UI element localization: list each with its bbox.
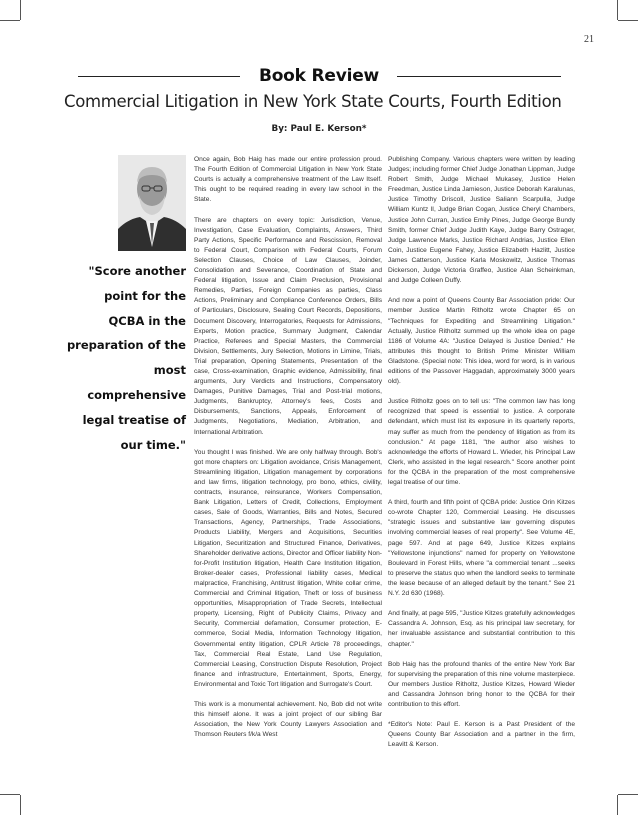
editors-note: *Editor's Note: Paul E. Kerson is a Past President of the Queens County Bar Association and a partner in the firm, Leavitt & Kerson. xyxy=(388,721,575,749)
paragraph: Bob Haig has the profound thanks of the entire New York Bar for supervising the preparation of this nine volume masterpiece. Our members Justice Ritholtz, Justice Kitzes, Howard Wieder and Cassandra Johnson bring honor to the QCBA for their contribution to this effort. xyxy=(388,660,575,709)
paragraph: There are chapters on every topic: Jurisdiction, Venue, Investigation, Case Evaluation, Complaints, Answers, Third Party Actions, Specific Performance and Rescission, Removal to Federal Court, Comparison with Federal Courts, Forum Selection Clauses, Choice of Law Clauses, Joinder, Consolidation and Severance, Coordination of State and Federal litigation, Issue and Claim Preclusion, Provisional Remedies, Parties, Foreign Companies as parties, Class Actions, Preliminary and Compliance Conference Orders, Bills of Particulars, Disclosure, Sealing Court Records, Depositions, Document Discovery, Interrogatories, Requests for Admissions, Experts, Motion practice, Summary Judgment, Calendar Practice, Referees and Special Masters, the Commercial Division, Settlements, Jury Selection, Motions in Limine, Trials, Trial preparation, Opening Statements, Presentation of the case, Cross-examination, Graphic evidence, Admissibility, final arguments, Jury Verdicts and Instructions, Compensatory Damages, Punitive Damages, Trial and Post-trial motions, Judgments, Bankruptcy, Attorney's fees, Costs and Disbursements, Sanctions, Appeals, Enforcement of Judgments, Negotiations, Mediation, Arbitration, and International Arbitration. xyxy=(194,216,382,436)
crop-mark xyxy=(20,795,21,815)
byline: By: Paul E. Kerson* xyxy=(271,124,367,134)
author-portrait-icon xyxy=(118,155,186,251)
crop-mark xyxy=(617,0,618,20)
paragraph: This work is a monumental achievement. No, Bob did not write this himself alone. It was a joint project of our sibling Bar Association, the New York County Lawyers Association and Thomson Reuters f/k/a West xyxy=(194,701,382,739)
crop-mark xyxy=(0,20,20,21)
article-column-2 xyxy=(388,155,575,761)
article-column-1 xyxy=(194,155,382,751)
paragraph: Justice Ritholtz goes on to tell us: "The common law has long recognized that speed is essential to justice. A corporate defendant, which must list its exposure in its quarterly reports, may suffer as much from the pendency of litigation as from its conclusion." At page 1181, "the author also wishes to acknowledge the efforts of Howard L. Wieder, his Principal Law Clerk, who assisted in the legal research." Score another point for the QCBA in the preparation of the most comprehensive legal treatise of our time. xyxy=(388,398,575,486)
paragraph: A third, fourth and fifth point of QCBA pride: Justice Orin Kitzes co-wrote Chapter 120, Commercial Leasing. He discusses "strategic issues and substantive law governing disputes involving commercial leases of real property". See Volume 4E, page 597. And at page 649, Justice Kitzes explains "Yellowstone injunctions" named for property on Yellowstone Boulevard in Forest Hills, where "a commercial tenant ...seeks to preserve the status quo when the landlord seeks to terminate the lease because of an alleged default by the tenant." See 21 N.Y. 2d 630 (1968). xyxy=(388,499,575,598)
author-photo xyxy=(118,155,186,251)
crop-mark xyxy=(617,795,618,815)
paragraph: And finally, at page 595, "Justice Kitzes gratefully acknowledges Cassandra A. Johnson, Esq. as his principal law secretary, for her invaluable assistance and substantial contribution to this chapter." xyxy=(388,610,575,648)
paragraph: Publishing Company. Various chapters were written by leading Judges; including former Chief Judge Jonathan Lippman, Judge Robert Smith, Judge Michael Mukasey, Justice Helen Freedman, Justice Linda Jamieson, Justice Deborah Karalunas, Justice Timothy Driscoll, Justice Saliann Scarpulla, Judge William Kuntz II, Judge Brian Cogan, Justice Cheryl Chambers, Justice John Curran, Justice Emily Pines, Judge George Bundy Smith, former Chief Judge Judith Kaye, Judge Barry Ostrager, Judge Lawrence Marks, Justice Richard Andrias, Justice Ellen Coin, Justice Eugene Fahey, Justice Elizabeth Hazlitt, Justice James Catterson, Justice Karla Moskowitz, Justice Thomas Dickerson, Judge Victoria Graffeo, Justice Alan Scheinkman, and Judge Colleen Duffy. xyxy=(388,156,575,285)
crop-mark xyxy=(20,0,21,20)
crop-mark xyxy=(618,794,638,795)
page-number: 21 xyxy=(584,34,594,45)
section-title: Book Review xyxy=(258,66,380,86)
crop-mark xyxy=(618,20,638,21)
crop-mark xyxy=(0,794,20,795)
paragraph: And now a point of Queens County Bar Association pride: Our member Justice Martin Ritholtz wrote Chapter 65 on "Techniques for Expediting and Streamlining Litigation." Actually, Justice Ritholtz summed up the whole idea on page 1186 of Volume 4A: "Justice Delayed is Justice Denied." He attributes this thought to British Prime Minister William Gladstone. (Special note: This idea, word for word, is in various editions of the Passover Haggadah, approximately 3000 years old). xyxy=(388,297,575,386)
paragraph: You thought I was finished. We are only halfway through. Bob's got more chapters on: Litigation avoidance, Crisis Management, Streamlining litigation, Litigation management by corporations and law firms, litigation technology, pro bono, ethics, civility, contracts, insurance, reinsurance, Workers Compensation, Bank Litigation, Letters of Credit, Collections, Employment cases, Sale of Goods, Warranties, Bills and Notes, Secured Transactions, Agency, Partnerships, Trade Associations, Products Liability, Mergers and Acquisitions, Securities Litigation, Securitization and Structured Finance, Derivatives, Shareholder derivative actions, Director and Officer liability Non-for-Profit Institution litigation, Health Care Institution litigation, Broker-dealer cases, Professional liability cases, Medical malpractice, Franchising, Antitrust litigation, White collar crime, Commercial and Criminal litigation, Theft or loss of business opportunities, Misappropriation of Trade Secrets, Intellectual property, Licensing, Right of Publicity Claims, Privacy and Security, Commercial defamation, Consumer protection, E-commerce, Social Media, Information Technology litigation, Governmental entity litigation, CPLR Article 78 proceedings, Tax, Commercial Real Estate, Land Use Regulation, Commercial Leasing, Construction Dispute Resolution, Project finance and infrastructure, Entertainment, Sports, Energy, Environmental and Toxic Tort litigation and Surrogate's Court. xyxy=(194,448,382,688)
title-rule-right xyxy=(397,76,561,77)
article-title: Commercial Litigation in New York State Courts, Fourth Edition xyxy=(64,92,562,111)
paragraph: Once again, Bob Haig has made our entire profession proud. The Fourth Edition of Commercial Litigation in New York State Courts is actually a comprehensive treatment of the Law Itself. This ought to be required reading in every law school in the State. xyxy=(194,156,382,204)
pull-quote: "Score another point for the QCBA in the preparation of the most comprehensive legal treatise of our time." xyxy=(66,264,186,452)
